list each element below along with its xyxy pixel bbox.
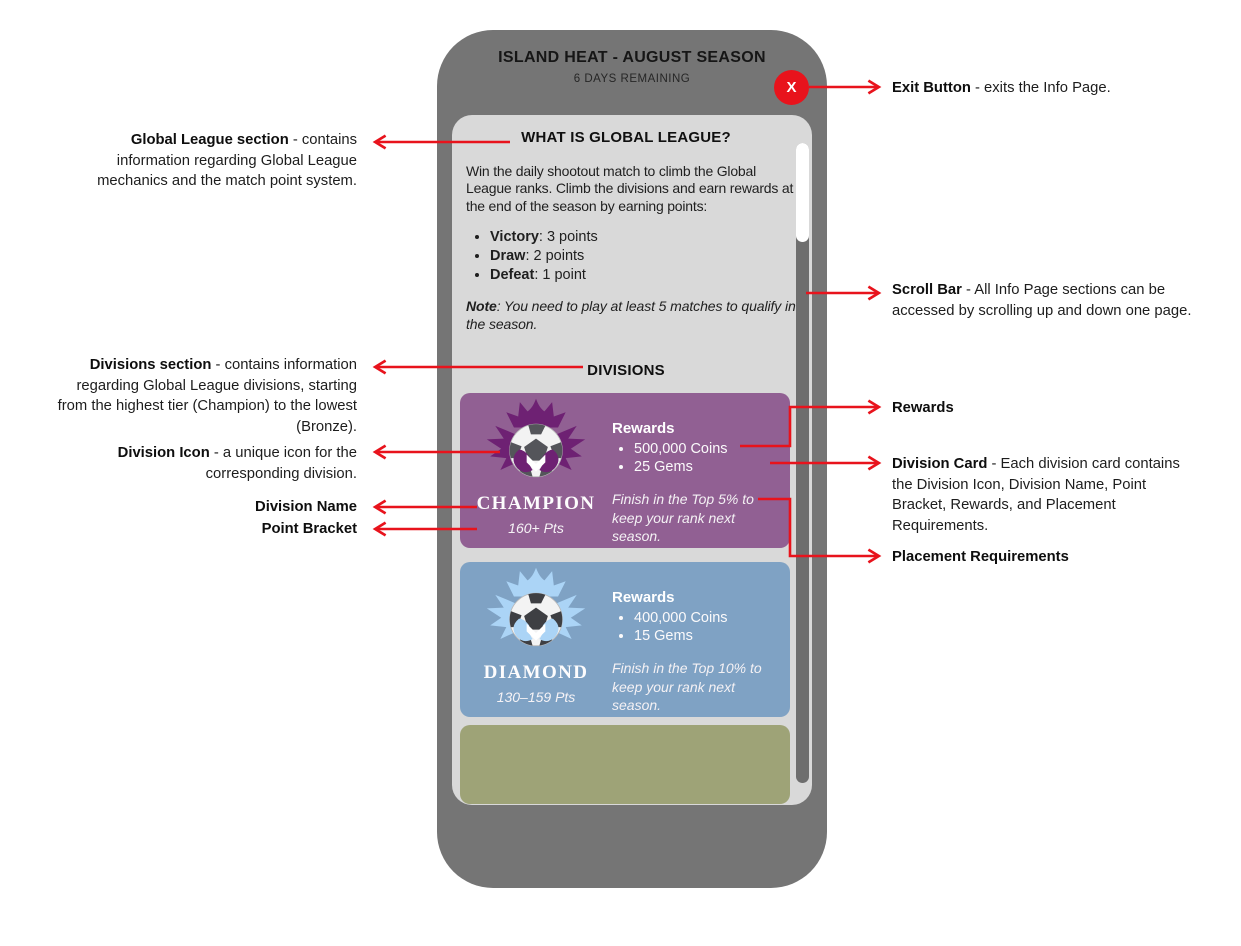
label-scroll-bar: Scroll Bar - All Info Page sections can be accessed by scrolling up and down one page. (892, 282, 1192, 319)
point-bracket: 160+ Pts (508, 520, 564, 537)
placement-requirements: Finish in the Top 5% to keep your rank next season. (612, 491, 754, 544)
division-card-right (612, 393, 790, 548)
division-card-left (460, 562, 612, 717)
scroll-thumb[interactable] (796, 143, 809, 242)
label-divisions-section: Divisions section - contains information regarding Global League divisions, starting from the highest tier (Champion) to the lowest (Bronze). (57, 357, 357, 436)
rewards-label: Rewards (612, 589, 675, 607)
point-rule-victory: • Victory: 3 points (490, 229, 812, 245)
days-remaining: 6 DAYS REMAINING (573, 73, 691, 85)
reward-gems: • 25 Gems (634, 459, 776, 475)
rewards-list (618, 441, 776, 475)
reward-coins: • 400,000 Coins (634, 610, 776, 626)
label-division-name: Division Name (255, 499, 357, 515)
label-exit-button: Exit Button - exits the Info Page. (892, 80, 1111, 96)
label-point-bracket: Point Bracket (261, 521, 357, 537)
label-placement-requirements: Placement Requirements (892, 549, 1069, 565)
label-division-card: Division Card - Each division card contains the Division Icon, Division Name, Point Bracket, Rewards, and Placement Requirements. (892, 456, 1180, 535)
label-global-league-section: Global League section - contains information regarding Global League mechanics and the match point system. (97, 132, 357, 190)
point-bracket: 130–159 Pts (496, 689, 576, 706)
info-panel[interactable] (452, 115, 812, 805)
division-card-right (612, 562, 790, 717)
point-rule-defeat: • Defeat: 1 point (490, 267, 812, 283)
division-card-champion (460, 393, 790, 548)
phone-frame (437, 30, 827, 888)
global-league-heading: WHAT IS GLOBAL LEAGUE? (521, 129, 731, 146)
match-points-list (476, 229, 812, 283)
division-card-partial (460, 725, 790, 804)
point-rule-draw: • Draw: 2 points (490, 248, 812, 264)
qualification-note: Note: You need to play at least 5 matches to qualify in the season. (466, 298, 796, 333)
exit-button[interactable]: X (774, 70, 809, 105)
reward-coins: • 500,000 Coins (634, 441, 776, 457)
division-icon (484, 397, 588, 492)
label-division-icon: Division Icon - a unique icon for the corresponding division. (117, 445, 357, 482)
rewards-label: Rewards (612, 420, 675, 438)
label-rewards: Rewards (892, 400, 954, 416)
division-card-left (460, 393, 612, 548)
division-name: CHAMPION (476, 493, 596, 515)
global-league-body: Win the daily shootout match to climb the Global League ranks. Climb the divisions and earn rewards at the end of the season by earning points: (466, 163, 794, 214)
placement-requirements: Finish in the Top 10% to keep your rank next season. (612, 660, 762, 713)
reward-gems: • 15 Gems (634, 628, 776, 644)
division-icon (484, 566, 588, 661)
divisions-heading: DIVISIONS (587, 362, 665, 380)
rewards-list (618, 610, 776, 644)
page-title: ISLAND HEAT - AUGUST SEASON (498, 49, 766, 66)
division-card-diamond (460, 562, 790, 717)
scroll-bar[interactable] (796, 143, 809, 783)
division-name: DIAMOND (483, 662, 589, 684)
